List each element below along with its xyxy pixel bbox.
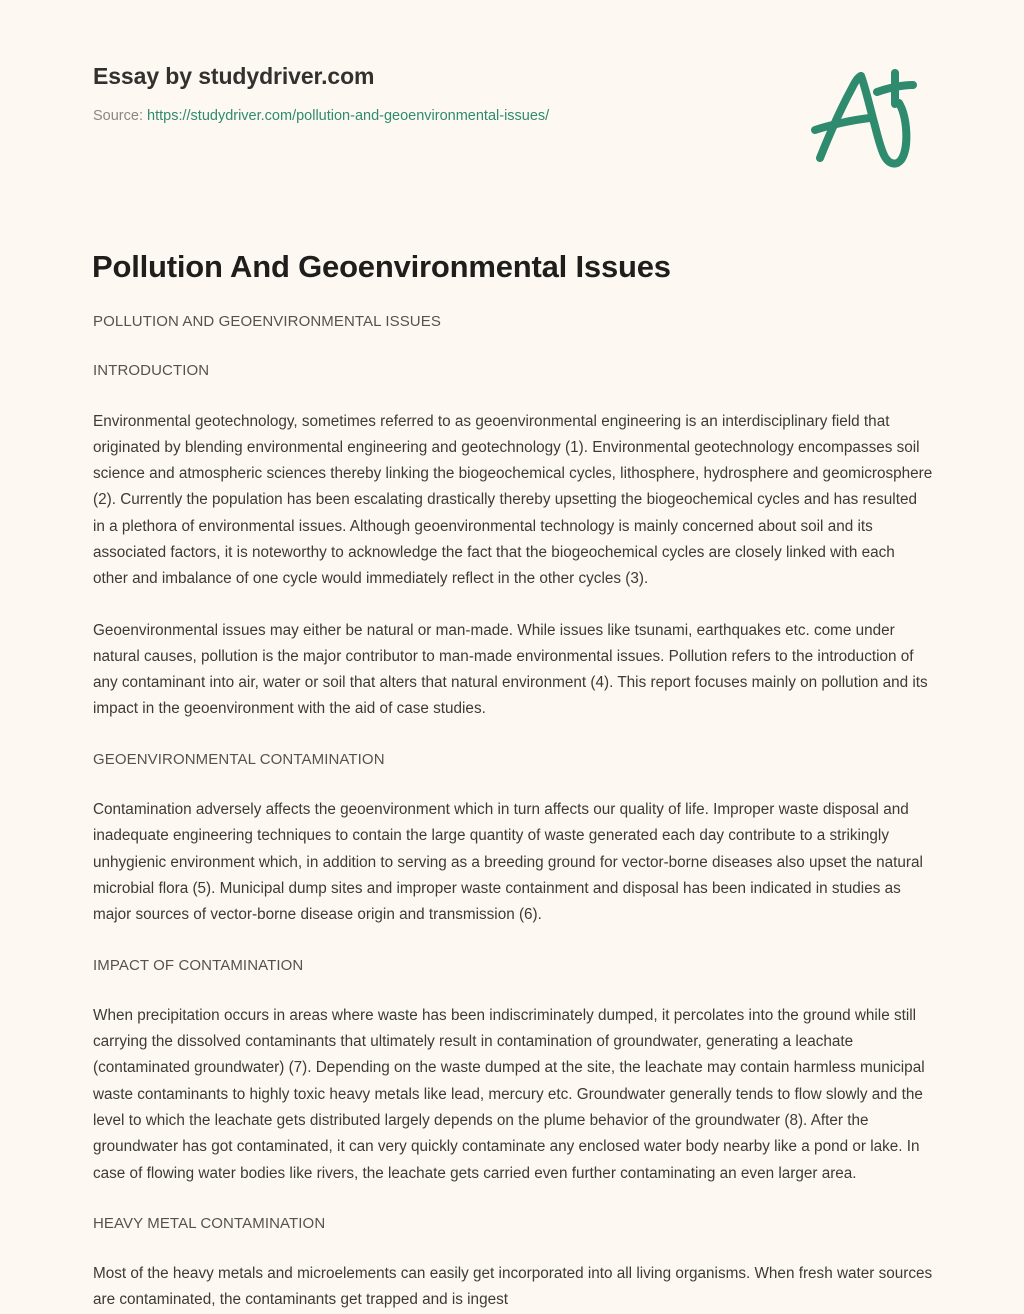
- document-body: [93, 310, 933, 1314]
- body-paragraph: Most of the heavy metals and microelements can easily get incorporated into all living organisms. When fresh water sources are contaminated, the contaminants get trapped and is ingest: [93, 1265, 933, 1309]
- body-paragraph: Contamination adversely affects the geoenvironment which in turn affects our quality of life. Improper waste disposal and inadequate engineering techniques to contain the large quantity of waste generated each day contribute to a strikingly unhygienic environment which, in addition to serving as a breeding ground for vector-borne diseases also upset the natural microbial flora (5). Municipal dump sites and improper waste containment and disposal has been indicated in studies as major sources of vector-borne disease origin and transmission (6).: [93, 801, 923, 924]
- section-heading: HEAVY METAL CONTAMINATION: [93, 1214, 326, 1232]
- body-paragraph: When precipitation occurs in areas where waste has been indiscriminately dumped, it percolates into the ground while still carrying the dissolved contaminants that ultimately result in contamination of groundwater, generating a leachate (contaminated groundwater) (7). Depending on the waste dumped at the site, the leachate may contain harmless municipal waste contaminants to highly toxic heavy metals like lead, mercury etc. Groundwater generally tends to flow slowly and the level to which the leachate gets distributed largely depends on the plume behavior of the groundwater (8). After the groundwater has got contaminated, it can very quickly contaminate any enclosed water body nearby like a pond or lake. In case of flowing water bodies like rivers, the leachate gets carried even further contaminating an even larger area.: [93, 1006, 925, 1182]
- section-heading: POLLUTION AND GEOENVIRONMENTAL ISSUES: [93, 313, 441, 330]
- source-url-link[interactable]: https://studydriver.com/pollution-and-geoenvironmental-issues/: [147, 107, 550, 124]
- body-paragraph: Environmental geotechnology, sometimes referred to as geoenvironmental engineering is an interdisciplinary field that originated by blending environmental engineering and geotechnology (1). Environmental geotechnology encompasses soil science and atmospheric sciences thereby linking the biogeochemical cycles, lithosphere, hydrosphere and geomicrosphere (2). Currently the population has been escalating drastically thereby upsetting the biogeochemical cycles and has resulted in a plethora of environmental issues. Although geoenvironmental technology is mainly concerned about soil and its associated factors, it is noteworthy to acknowledge the fact that the biogeochemical cycles are closely linked with each other and imbalance of one cycle would immediately reflect in the other cycles (3).: [93, 412, 933, 588]
- source-label: Source:: [93, 107, 143, 124]
- body-paragraph: Geoenvironmental issues may either be natural or man-made. While issues like tsunami, earthquakes etc. come under natural causes, pollution is the major contributor to man-made environmental issues. Pollution refers to the introduction of any contaminant into air, water or soil that alters that natural environment (4). This report focuses mainly on pollution and its impact in the geoenvironment with the aid of case studies.: [93, 621, 928, 718]
- section-heading: INTRODUCTION: [93, 362, 210, 380]
- aplus-logo: [806, 60, 926, 170]
- essay-byline: Essay by studydriver.com: [93, 63, 375, 89]
- section-heading: IMPACT OF CONTAMINATION: [93, 956, 304, 974]
- page-title: Pollution And Geoenvironmental Issues: [92, 249, 671, 284]
- section-heading: GEOENVIRONMENTAL CONTAMINATION: [93, 750, 385, 768]
- aplus-logo-icon: [806, 60, 926, 170]
